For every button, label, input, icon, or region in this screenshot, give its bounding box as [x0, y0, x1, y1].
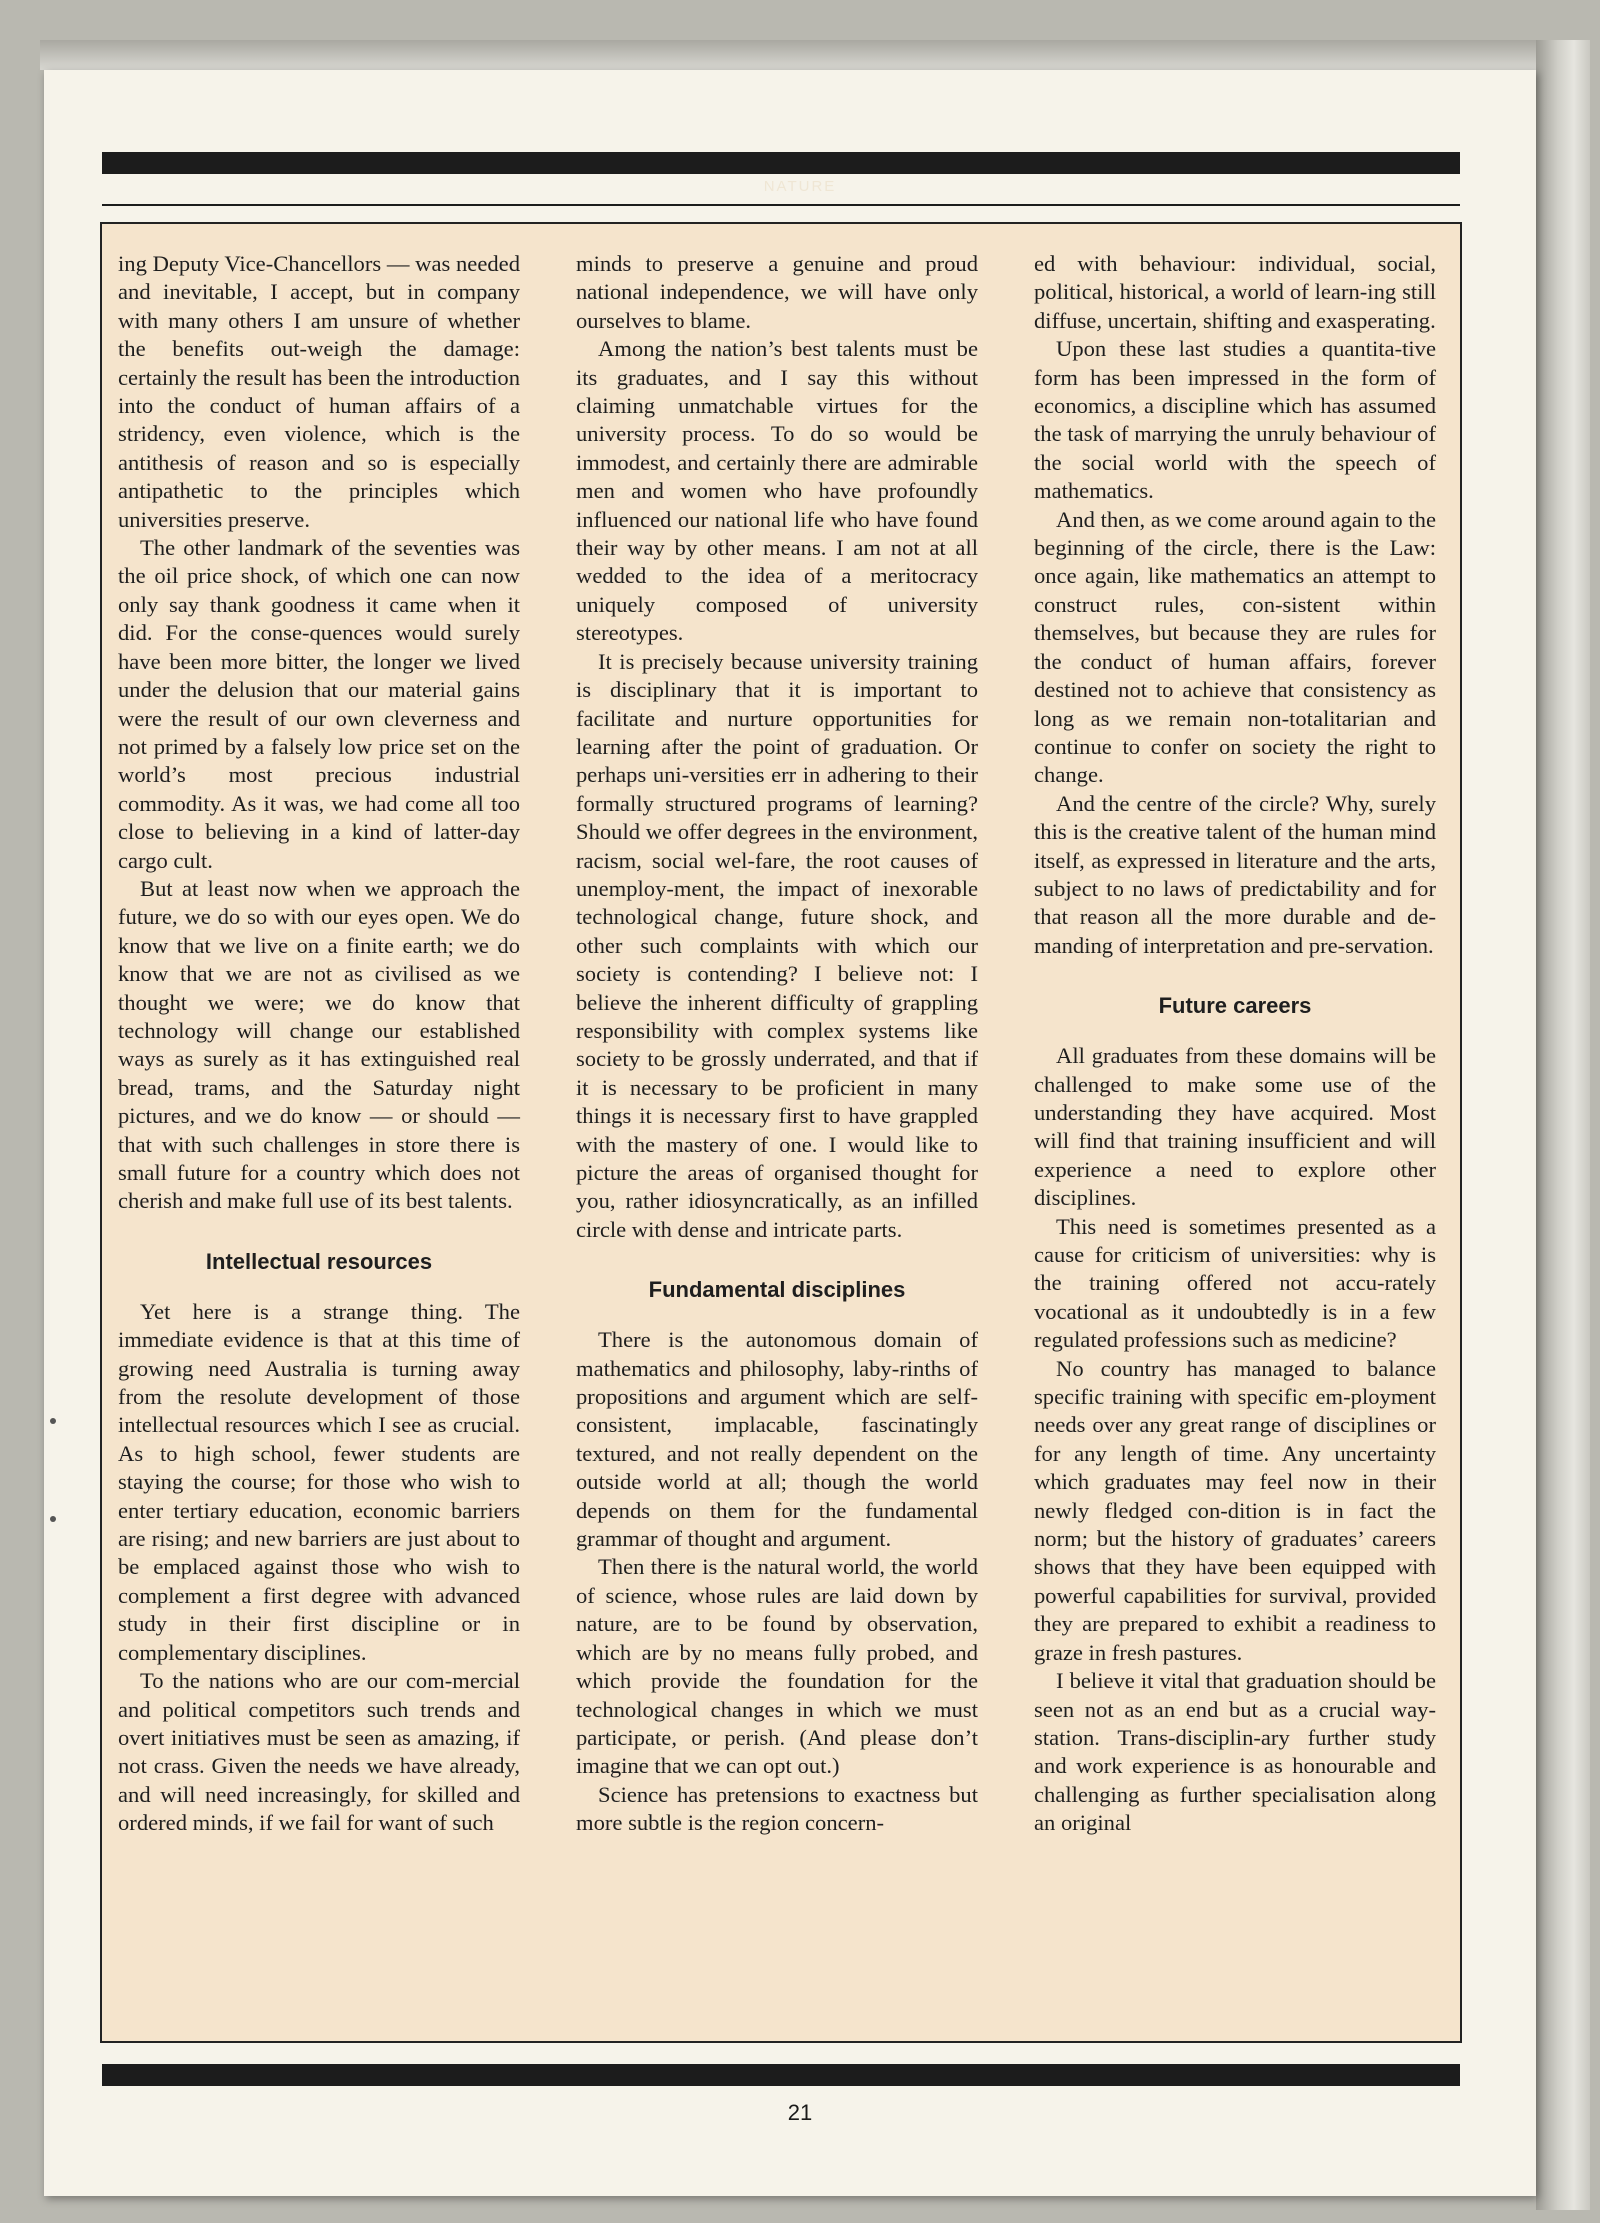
paragraph: The other landmark of the seventies was the oil price shock, of which one can now only say thank goodness it came when it did. For the conse-quences would surely have been more bitter, the longer we lived under the delusion that our material gains were the result of our own cleverness and not primed by a falsely low price set on the world’s most precious industrial commodity. As it was, we had come all too close to believing in a kind of latter-day cargo cult.: [118, 535, 520, 873]
paragraph: minds to preserve a genuine and proud national independence, we will have only ourselves to blame.: [576, 251, 978, 333]
article-column-1: [118, 250, 520, 1838]
paragraph: And then, as we come around again to the beginning of the circle, there is the Law: once again, like mathematics an attempt to construct rules, con-sistent within themselves, but because they are rules for the conduct of human affairs, forever destined not to achieve that consistency as long as we remain non-totalitarian and continue to confer on society the right to change.: [1034, 506, 1436, 788]
paragraph: There is the autonomous domain of mathematics and philosophy, laby-rinths of propositions and argument which are self-consistent, implacable, fascinatingly textured, and not really dependent on the outside world at all; though the world depends on them for the fundamental grammar of thought and argument.: [576, 1327, 978, 1552]
paragraph: It is precisely because university training is disciplinary that it is important to facilitate and nurture opportunities for learning after the point of graduation. Or perhaps uni-versities err in adhering to their formally structured programs of learning? Should we offer degrees in the environment, racism, social wel-fare, the root causes of unemploy-ment, the impact of inexorable technological change, future shock, and other such complaints with which our society is contending? I believe not: I believe the inherent difficulty of grappling responsibility with complex systems like society to be grossly underrated, and that if it is necessary to be proficient in many things it is necessary first to have grappled with the mastery of one. I would like to picture the areas of organised thought for you, rather idiosyncratically, as an infilled circle with dense and intricate parts.: [576, 648, 978, 1242]
article-column-2: [576, 250, 978, 1838]
page-top-edge: [40, 40, 1550, 70]
paragraph: All graduates from these domains will be challenged to make some use of the understanding they have acquired. Most will find that training insufficient and will experience a need to explore other disciplines.: [1034, 1043, 1436, 1211]
page-stack-edge: [1536, 40, 1590, 2210]
paragraph: Science has pretensions to exactness but more subtle is the region concern-: [576, 1781, 978, 1836]
page-number: 21: [787, 2100, 813, 2125]
paragraph: Yet here is a strange thing. The immediate evidence is that at this time of growing need Australia is turning away from the resolute development of those intellectual resources which I see as crucial. As to high school, fewer students are staying the course; for those who wish to enter tertiary education, economic barriers are rising; and new barriers are just about to be emplaced against those who wish to complement a first degree with advanced study in their first discipline or in complementary disciplines.: [118, 1298, 520, 1665]
footer-bar: [102, 2064, 1460, 2086]
paragraph: But at least now when we approach the future, we do so with our eyes open. We do know that we live on a finite earth; we do know that we are not as civilised as we thought we were; we do know that technology will change our established ways as surely as it has extinguished real bread, trams, and the Saturday night pictures, and we do know — or should — that with such challenges in store there is small future for a country which does not cherish and make full use of its best talents.: [118, 875, 520, 1214]
header-bar: [102, 152, 1460, 174]
section-heading: Future careers: [1158, 993, 1312, 1019]
binding-hole: [50, 1516, 56, 1522]
paragraph: To the nations who are our com-mercial and political competitors such trends and overt initiatives must be seen as amazing, if not crass. Given the needs we have already, and will need increasingly, for skilled and ordered minds, if we fail for want of such: [118, 1668, 520, 1836]
paragraph: This need is sometimes presented as a cause for criticism of universities: why is the training offered not accu-rately vocational as it undoubtedly is in a few regulated professions such as medicine?: [1034, 1213, 1436, 1353]
header-mark: NATURE: [763, 178, 837, 195]
header-rule: [102, 204, 1460, 206]
article-frame: [100, 222, 1462, 2043]
paragraph: I believe it vital that graduation should be seen not as an end but as a crucial way-station. Trans-disciplin-ary further study and work experience is as honourable and challenging as further specialisation along an original: [1034, 1668, 1436, 1836]
section-heading: Fundamental disciplines: [648, 1277, 906, 1303]
section-heading: Intellectual resources: [205, 1248, 433, 1274]
paragraph: No country has managed to balance specific training with specific em-ployment needs over any great range of disciplines or for any length of time. Any uncertainty which graduates may feel now in their newly fledged con-dition is in fact the norm; but the history of graduates’ careers shows that they have been equipped with powerful capabilities for survival, provided they are prepared to exhibit a readiness to graze in fresh pastures.: [1034, 1355, 1436, 1665]
paragraph: Among the nation’s best talents must be its graduates, and I say this without claiming unmatchable virtues for the university process. To do so would be immodest, and certainly there are admirable men and women who have profoundly influenced our national life who have found their way by other means. I am not at all wedded to the idea of a meritocracy uniquely composed of university stereotypes.: [576, 336, 978, 646]
binding-hole: [50, 1418, 56, 1424]
paragraph: And the centre of the circle? Why, surely this is the creative talent of the human mind itself, as expressed in literature and the arts, subject to no laws of predictability and for that reason all the more durable and de-manding of interpretation and pre-servation.: [1034, 790, 1436, 958]
article-column-3: [1034, 250, 1436, 1838]
paragraph: ing Deputy Vice-Chancellors — was needed and inevitable, I accept, but in company with many others I am unsure of whether the benefits out-weigh the damage: certainly the result has been the introduction into the conduct of human affairs of a stridency, even violence, which is the antithesis of reason and so is especially antipathetic to the principles which universities preserve.: [118, 251, 520, 532]
paragraph: Upon these last studies a quantita-tive form has been impressed in the form of economics, a discipline which has assumed the task of marrying the unruly behaviour of the social world with the speech of mathematics.: [1034, 336, 1436, 504]
paragraph: ed with behaviour: individual, social, political, historical, a world of learn-ing still diffuse, uncertain, shifting and exasperating.: [1034, 251, 1436, 333]
paragraph: Then there is the natural world, the world of science, whose rules are laid down by nature, are to be found by observation, which are by no means fully probed, and which provide the foundation for the technological changes in which we must participate, or perish. (And please don’t imagine that we can opt out.): [576, 1554, 978, 1779]
